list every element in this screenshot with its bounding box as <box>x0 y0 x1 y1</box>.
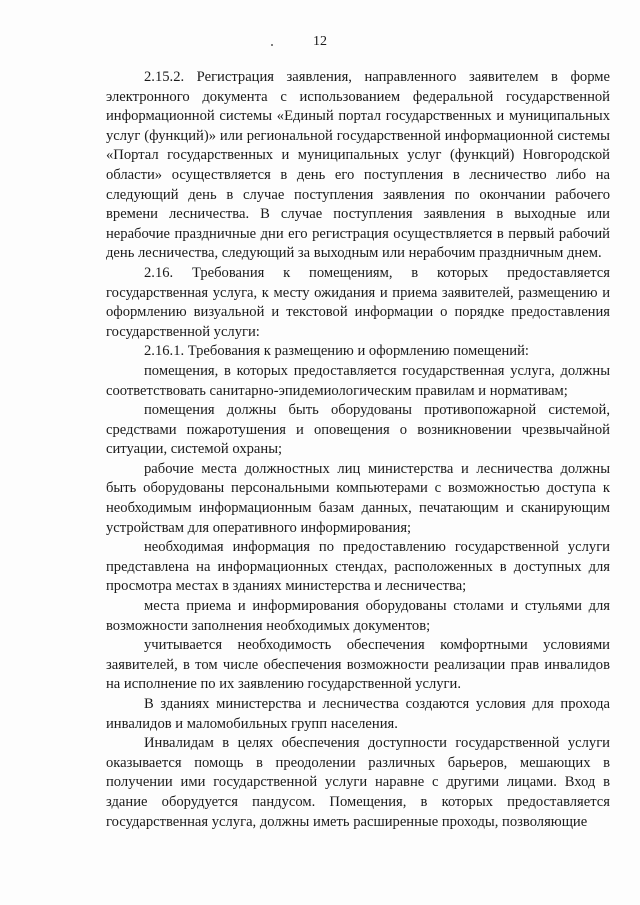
document-body <box>106 68 610 832</box>
requirement-sanitary: помещения, в которых предоставляется государственная услуга, должны соответствовать санитарно-эпидемиологическим правилам и нормативам; <box>106 362 610 399</box>
paragraph-accessibility-conditions: В зданиях министерства и лесничества создаются условия для прохода инвалидов и маломобильных групп населения. <box>106 696 610 732</box>
requirement-comfort: учитывается необходимость обеспечения комфортными условиями заявителей, в том числе обеспечения возможности реализации прав инвалидов на исполнение по их заявлению государственной услуги. <box>106 637 610 693</box>
paragraph-disabled-assistance: Инвалидам в целях обеспечения доступности государственной услуги оказывается помощь в преодолении различных барьеров, мешающих в получении ими государственной услуги наравне с другими лицами. Вход в здание оборудуется пандусом. Помещения, в которых предоставляется государственная услуга, должны иметь расширенные проходы, позволяющие <box>106 735 610 830</box>
paragraph-2-16-1: 2.16.1. Требования к размещению и оформлению помещений: <box>144 343 529 360</box>
requirement-reception-places: места приема и информирования оборудованы столами и стульями для возможности заполнения необходимых документов; <box>106 598 610 634</box>
requirement-workstations: рабочие места должностных лиц министерства и лесничества должны быть оборудованы персональными компьютерами с возможностью доступа к необходимым информационным базам данных, печатающим и сканирующим устройствам для оперативного информирования; <box>106 460 610 536</box>
paragraph-2-16: 2.16. Требования к помещениям, в которых предоставляется государственная услуга, к месту ожидания и приема заявителей, размещению и оформлению визуальной и текстовой информации о порядке предоставления государственной услуги: <box>106 264 610 340</box>
requirement-fire-safety: помещения должны быть оборудованы противопожарной системой, средствами пожаротушения и оповещения о возникновении чрезвычайной ситуации, системой охраны; <box>106 402 610 458</box>
page-number: 12 <box>313 34 327 49</box>
paragraph-2-15-2: 2.15.2. Регистрация заявления, направленного заявителем в форме электронного документа с использованием федеральной государственной информационной системы «Единый портал государственных и муниципальных услуг (функций)» или региональной государственной информационной системы «Портал государственных и муниципальных услуг (функций) Новгородской области» осуществляется в день его поступления в лесничество либо на следующий день в случае поступления заявления по окончании рабочего времени лесничества. В случае поступления заявления в выходные или нерабочие праздничные дни его регистрация осуществляется в первый рабочий день лесничества, следующий за выходным или нерабочим праздничным днем. <box>106 69 610 262</box>
scan-speck <box>271 44 273 46</box>
requirement-info-stands: необходимая информация по предоставлению государственной услуги представлена на информационных стендах, расположенных в доступных для просмотра местах в зданиях министерства и лесничества; <box>106 539 610 595</box>
